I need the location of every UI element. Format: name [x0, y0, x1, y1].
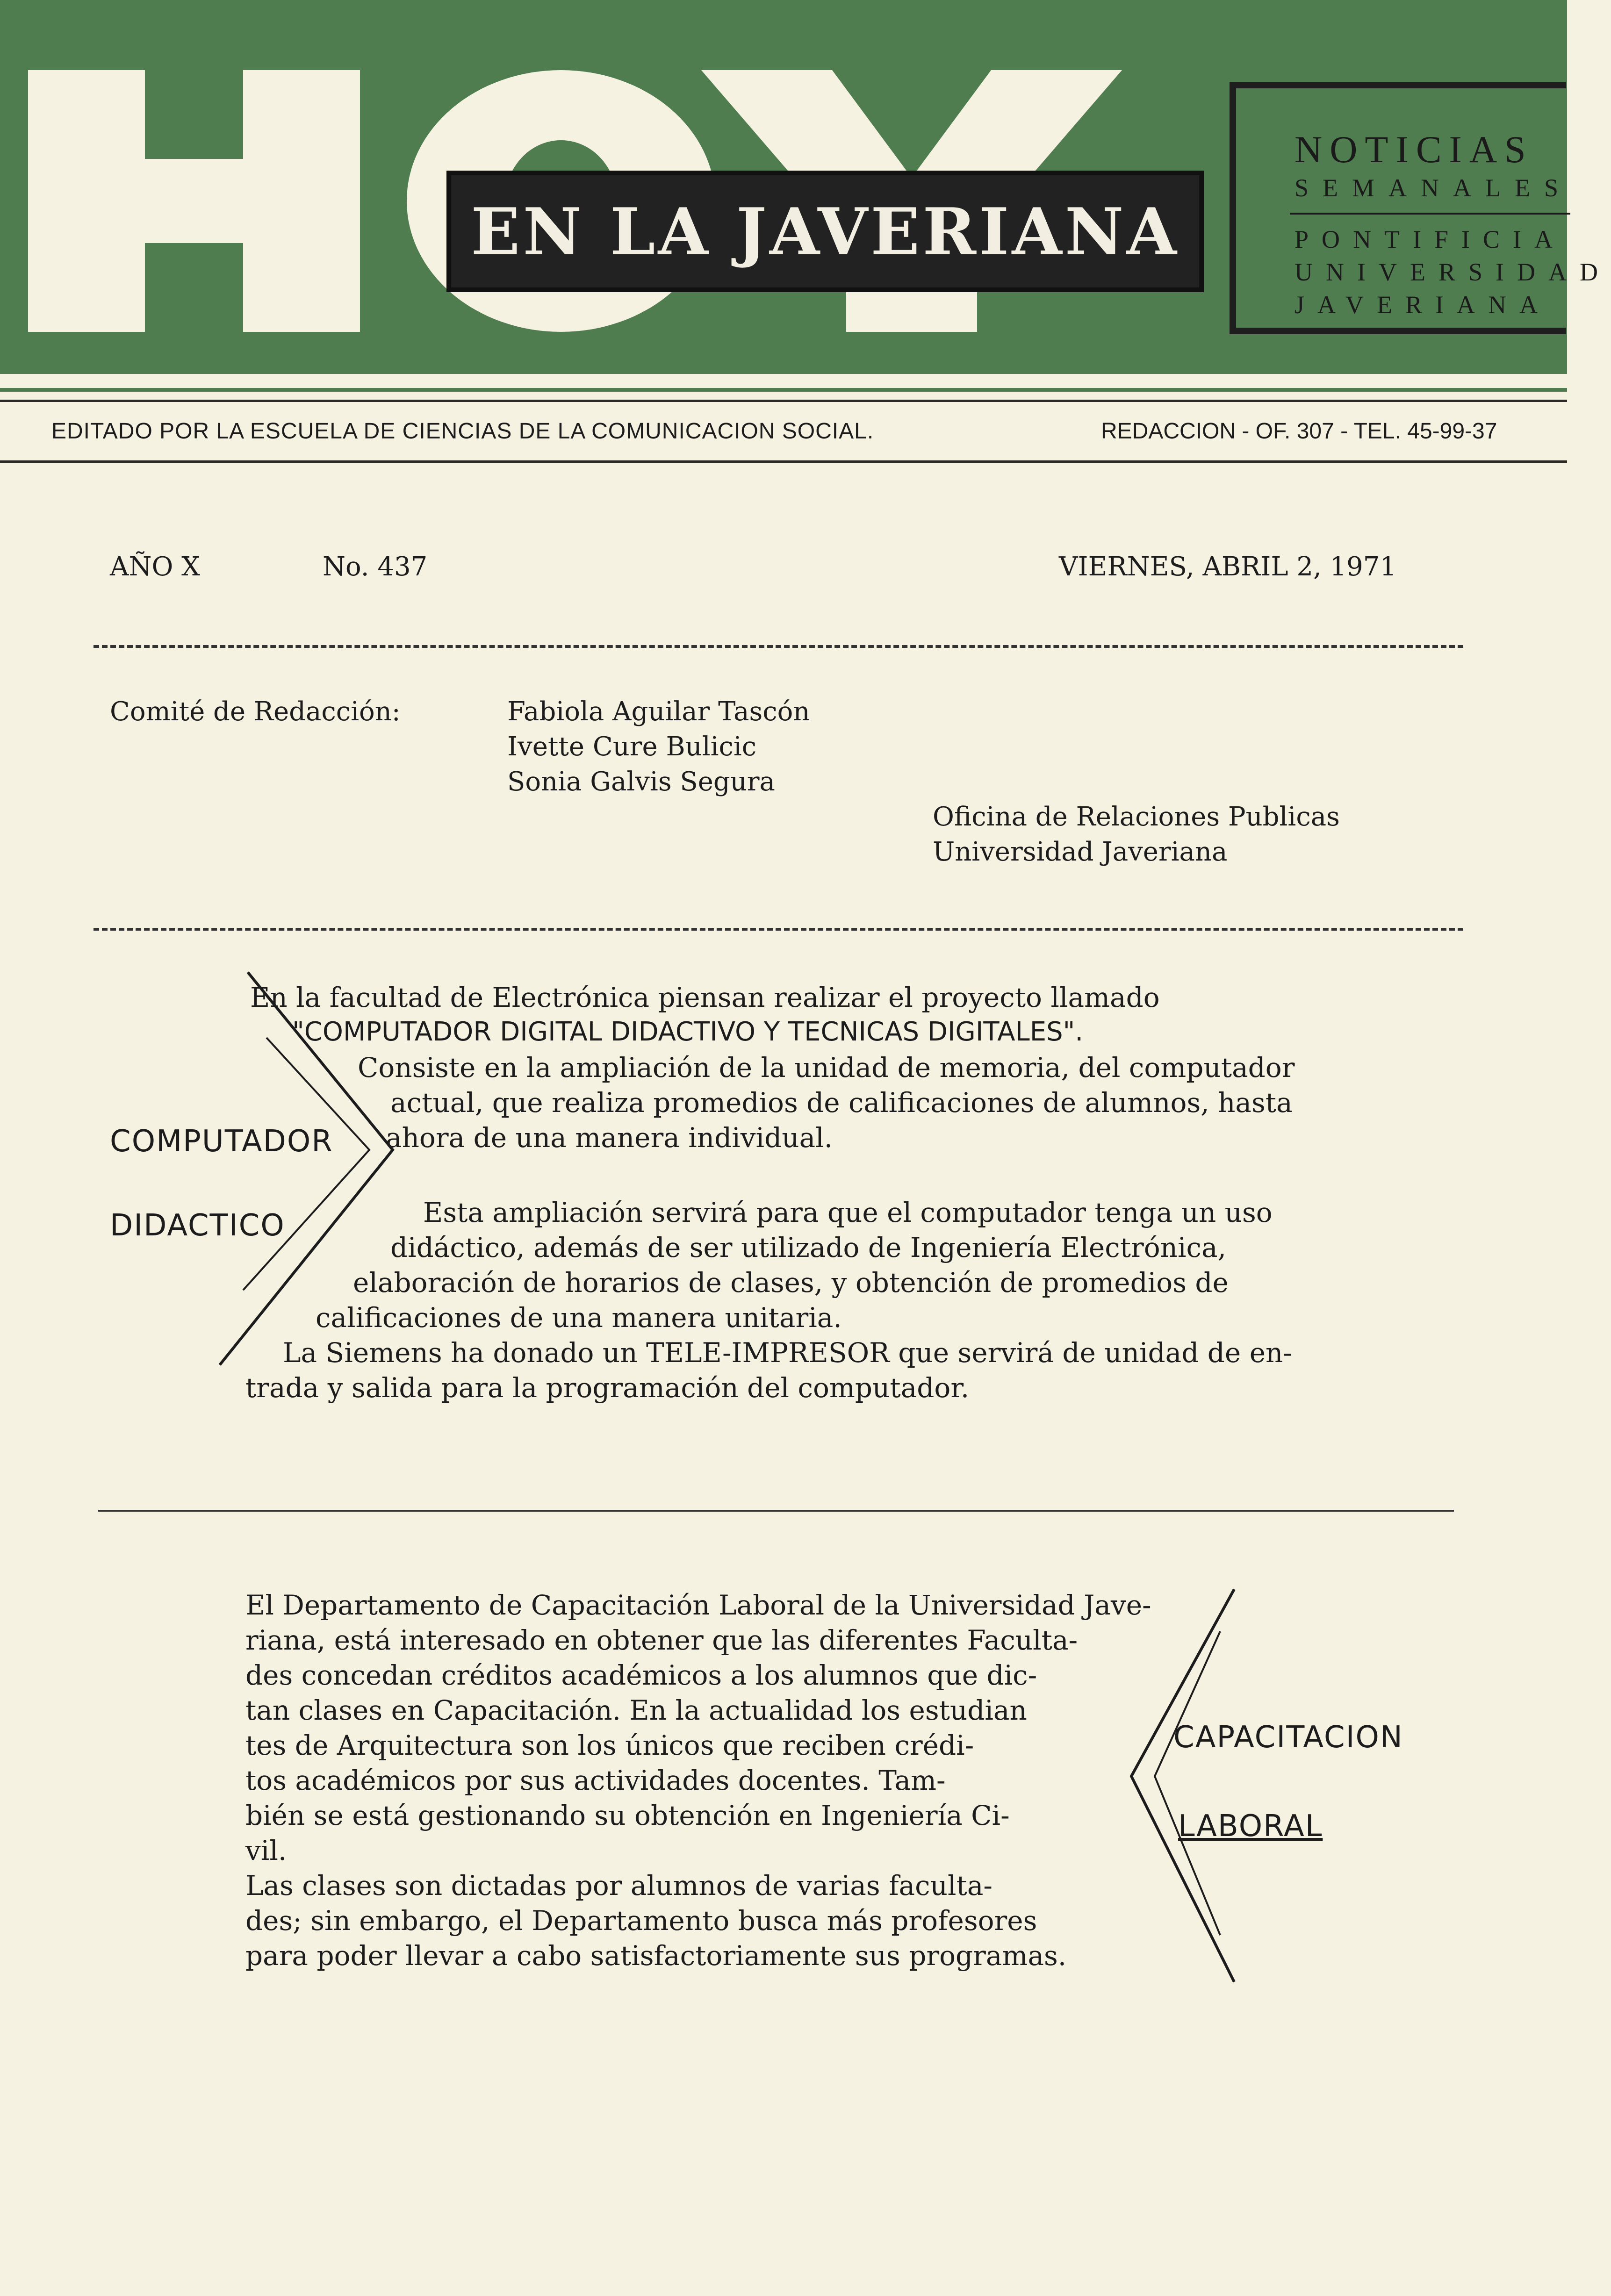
article2-line-5: tes de Arquitectura son los únicos que reciben crédi- [245, 1729, 974, 1761]
header-bottom-rule [0, 460, 1567, 463]
article2-line-11: para poder llevar a cabo satisfactoriamente sus programas. [245, 1940, 1067, 1972]
article1-line-5: ahora de una manera individual. [386, 1122, 833, 1154]
committee-member-2: Ivette Cure Bulicic [507, 732, 757, 762]
header-top-rule [0, 400, 1567, 402]
article1-line-8: elaboración de horarios de clases, y obtención de promedios de [353, 1267, 1229, 1299]
article2-label-capacitacion: CAPACITACION [1173, 1720, 1403, 1755]
article2-label-laboral: LABORAL [1178, 1809, 1323, 1844]
box-universidad: UNIVERSIDAD [1295, 258, 1611, 286]
article1-label-didactico: DIDACTICO [110, 1208, 285, 1243]
article2-line-7: bién se está gestionando su obtención en Ingeniería Ci- [245, 1800, 1010, 1831]
hoy-logo-h-bar [28, 159, 360, 243]
dashed-separator-2 [93, 928, 1463, 931]
article1-line-7: didáctico, además de ser utilizado de Ingeniería Electrónica, [390, 1232, 1227, 1263]
committee-label: Comité de Redacción: [110, 696, 401, 727]
article2-line-3: des concedan créditos académicos a los alumnos que dic- [245, 1659, 1037, 1691]
box-divider [1290, 213, 1570, 215]
committee-member-1: Fabiola Aguilar Tascón [507, 696, 810, 727]
article1-label-computador: COMPUTADOR [110, 1124, 333, 1159]
article1-line-6: Esta ampliación servirá para que el computador tenga un uso [423, 1197, 1273, 1228]
box-noticias: NOTICIAS [1295, 128, 1533, 171]
article2-line-6: tos académicos por sus actividades docentes. Tam- [245, 1765, 946, 1796]
article2-line-2: riana, está interesado en obtener que las diferentes Faculta- [245, 1624, 1078, 1656]
article1-line-9: calificaciones de una manera unitaria. [316, 1302, 842, 1334]
masthead-thin-band [0, 388, 1567, 392]
issue-date: VIERNES, ABRIL 2, 1971 [1059, 552, 1397, 582]
article2-line-10: des; sin embargo, el Departamento busca más profesores [245, 1905, 1037, 1937]
article2-line-4: tan clases en Capacitación. En la actualidad los estudian [245, 1694, 1027, 1726]
issue-year: AÑO X [110, 552, 201, 582]
box-pontificia: PONTIFICIA [1295, 225, 1566, 253]
article1-line-1: En la facultad de Electrónica piensan realizar el proyecto llamado [250, 982, 1160, 1013]
article2-line-1: El Departamento de Capacitación Laboral de la Universidad Jave- [245, 1589, 1151, 1621]
article1-project-name: "COMPUTADOR DIGITAL DIDACTIVO Y TECNICAS DIGITALES". [292, 1017, 1084, 1047]
committee-member-3: Sonia Galvis Segura [507, 767, 775, 797]
article1-line-10: La Siemens ha donado un TELE-IMPRESOR que servirá de unidad de en- [283, 1337, 1292, 1369]
publication-title: EN LA JAVERIANA [471, 193, 1179, 270]
redaccion-line: REDACCION - OF. 307 - TEL. 45-99-37 [1101, 419, 1497, 444]
article1-line-4: actual, que realiza promedios de calificaciones de alumnos, hasta [390, 1087, 1293, 1119]
box-javeriana: JAVERIANA [1295, 291, 1551, 319]
edited-by-line: EDITADO POR LA ESCUELA DE CIENCIAS DE LA COMUNICACION SOCIAL. [51, 419, 874, 444]
office-line-1: Oficina de Relaciones Publicas [933, 802, 1340, 832]
masthead-info-box [1230, 82, 1611, 334]
title-block [446, 171, 1204, 292]
article1-line-3: Consiste en la ampliación de la unidad de memoria, del computador [358, 1052, 1295, 1083]
solid-separator [98, 1510, 1454, 1512]
issue-number: No. 437 [323, 552, 428, 582]
article2-chevron [1127, 1589, 1248, 1991]
article2-line-8: vil. [245, 1835, 287, 1866]
office-line-2: Universidad Javeriana [933, 837, 1228, 867]
dashed-separator-1 [93, 645, 1463, 648]
box-semanales: SEMANALES [1295, 174, 1573, 202]
article1-line-11: trada y salida para la programación del computador. [245, 1372, 970, 1404]
article2-line-9: Las clases son dictadas por alumnos de varias faculta- [245, 1870, 993, 1901]
